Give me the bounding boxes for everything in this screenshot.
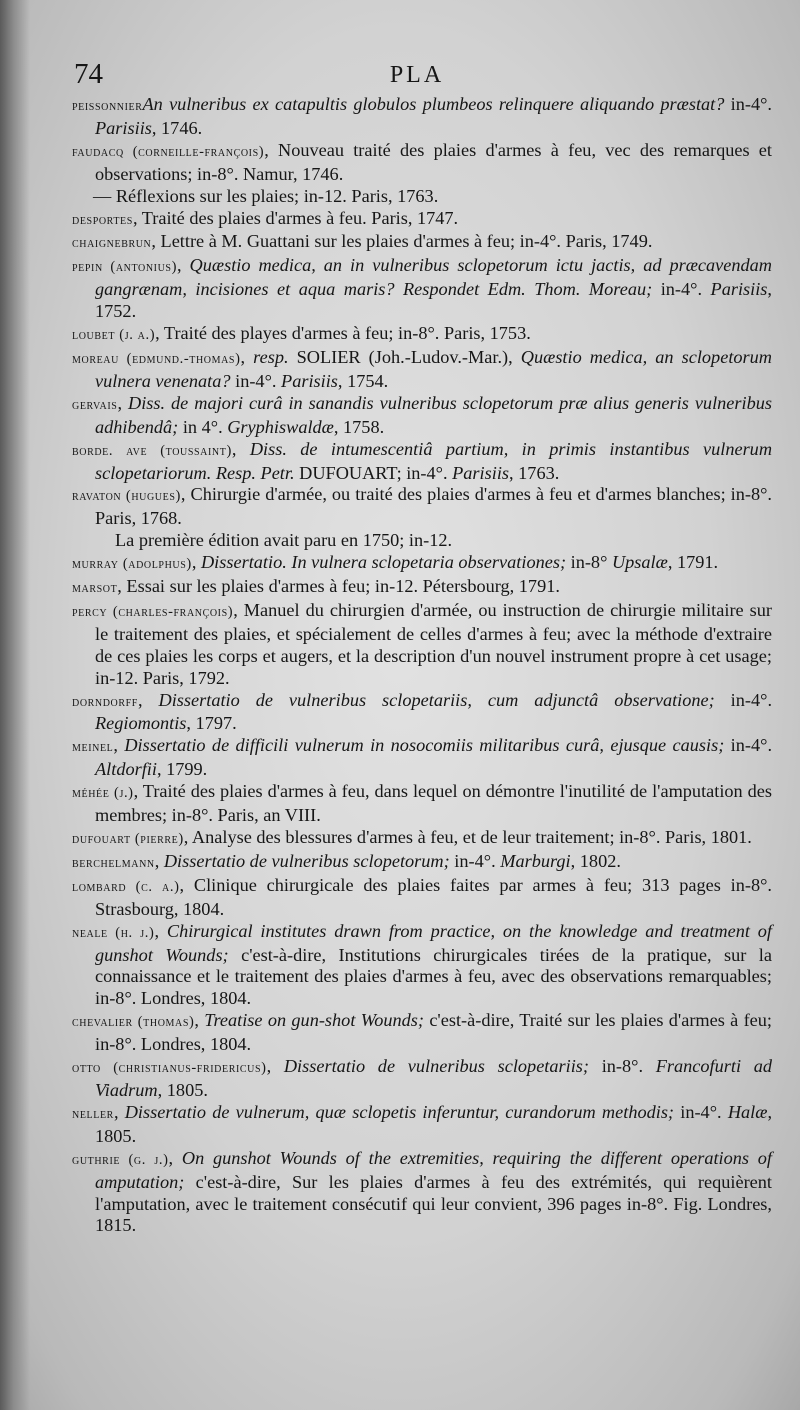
author-name: méhée	[72, 785, 110, 802]
entry-text: , Clinique chirurgicale des plaies faites par armes à feu; 313 pages in-8°. Strasbourg, 1804.	[95, 874, 772, 919]
entry-text: , 1802.	[570, 850, 621, 871]
running-head: PLA	[389, 62, 445, 88]
entry-place-italic: Regiomontis	[95, 713, 187, 734]
bibliography-entry	[72, 140, 772, 186]
entry-text: ,	[117, 392, 128, 413]
author-name: meinel	[72, 739, 114, 756]
author-forenames: (antonius)	[102, 259, 177, 276]
bibliography-entry	[72, 1148, 772, 1238]
entry-title-italic: An vulneribus ex catapultis globulos plumbeos relinquere aliquando præstat?	[142, 94, 725, 114]
book-gutter-shadow	[0, 0, 30, 1410]
entry-text: ,	[194, 1010, 205, 1031]
bibliography-entry	[72, 484, 772, 530]
entry-text: SOLIER (Joh.-Ludov.-Mar.),	[288, 346, 521, 367]
entry-place-italic: Gryphiswaldæ	[227, 416, 334, 437]
entry-place-italic: Altdorfii	[95, 759, 157, 780]
bibliography-entry	[72, 439, 772, 485]
author-forenames: (corneille-françois)	[123, 143, 265, 160]
bibliography-entry	[72, 875, 772, 921]
entry-text: , Chirurgie d'armée, ou traité des plaies d'armes à feu et d'armes blanches; in-8°. Paris, 1768.	[95, 484, 772, 529]
author-name: lombard	[72, 878, 127, 895]
author-name: percy	[72, 603, 108, 620]
author-forenames: (h. j.)	[107, 924, 155, 941]
bibliography-entry	[72, 186, 772, 208]
entry-text: c'est-à-dire, Traité sur les plaies d'armes à feu; in-8°. Londres, 1804.	[95, 1010, 772, 1055]
entry-text: , Nouveau traité des plaies d'armes à feu, vec des remarques et observations; in-8°. Namur, 1746.	[95, 139, 772, 184]
entry-text: , 1791.	[667, 552, 719, 573]
author-name: ravaton	[72, 488, 122, 505]
entry-text: , Essai sur les plaies d'armes à feu; in-12. Pétersbourg, 1791.	[117, 576, 560, 597]
entry-text: ,	[154, 850, 164, 871]
entry-title-italic: resp.	[253, 346, 289, 367]
entry-text: , Traité des plaies d'armes à feu. Paris, 1747.	[132, 207, 459, 228]
author-name: faudacq	[72, 143, 124, 160]
entry-title-italic: On gunshot Wounds of the extremities, requiring the different operations of amputation;	[95, 1147, 772, 1192]
author-forenames: (pierre)	[130, 831, 184, 847]
entry-place-italic: Francofurti ad Viadrum	[95, 1056, 772, 1100]
author-forenames: (hugues)	[121, 488, 181, 505]
entry-title-italic: Quæstio medica, an in vulneribus sclopetorum ictu jactis, ad præcavendam gangrænam, incisiones et aqua maris? Respondet Edm. Thom. Moreau;	[95, 255, 773, 300]
entry-place-italic: Upsalæ	[611, 552, 668, 573]
entry-text: , 1799.	[156, 759, 208, 780]
author-name: desportes	[72, 211, 133, 228]
entry-text: ,	[191, 552, 201, 573]
author-name: pepin	[72, 259, 103, 276]
entry-place-italic: Quæstio medica, an sclopetorum vulnera venenata?	[95, 346, 772, 391]
entry-place-italic: Parisiis	[710, 279, 768, 300]
entry-text: , Lettre à M. Guattani sur les plaies d'armes à feu; in-4°. Paris, 1749.	[151, 231, 653, 252]
entry-text: in-4°.	[652, 279, 711, 300]
entry-text: in-4°.	[674, 1101, 728, 1122]
entry-text: , 1746.	[151, 117, 203, 138]
entry-text: in-8°	[566, 552, 612, 573]
author-forenames: (christianus-fridericus)	[100, 1060, 267, 1077]
bibliography-entry	[72, 781, 772, 827]
author-name: chaignebrun	[72, 235, 152, 252]
author-forenames: (charles-françois)	[107, 603, 234, 620]
entry-text: ,	[240, 346, 254, 367]
entry-title-italic: Dissertatio de vulneribus sclopetariis, cum adjunctâ observatione;	[158, 689, 715, 710]
entry-place-italic: Parisiis	[452, 462, 510, 483]
entry-text: in-4°.	[724, 94, 772, 114]
bibliography-entry	[72, 393, 772, 439]
author-forenames: (c. a.)	[126, 878, 180, 895]
author-forenames: (adolphus)	[118, 556, 192, 573]
author-forenames: (g. j.)	[120, 1151, 169, 1168]
entry-text: in-8°.	[589, 1056, 656, 1077]
entry-text: , Manuel du chirurgien d'armée, ou instruction de chirurgie militaire sur le traitement des plaies, et spécialement de celles d'armes à feu; avec la méthode d'extraire de ces plaies les corps et augers, et la description d'un nouvel instrument propre à cet usage; in-12. Paris, 1792.	[95, 599, 772, 688]
entry-text: , 1805.	[95, 1101, 773, 1146]
entry-text: , Traité des playes d'armes à feu; in-8°. Paris, 1753.	[155, 323, 531, 344]
bibliography-entry	[72, 347, 772, 393]
author-name: guthrie	[72, 1151, 121, 1168]
bibliography-entry	[72, 690, 772, 736]
entry-text: in-4°.	[449, 850, 501, 871]
entry-text: c'est-à-dire, Sur les plaies d'armes à feu des extrémités, qui requièrent l'amputation, avec le traitement consécutif qui leur convient, 396 pages in-8°. Fig. Londres, 1815.	[95, 1171, 772, 1236]
author-forenames: (j. a.)	[115, 327, 156, 344]
entry-text: , Traité des plaies d'armes à feu, dans lequel on démontre l'inutilité de l'amputation des membres; in-8°. Paris, an VIII.	[95, 781, 772, 826]
bibliography-entry	[72, 576, 772, 600]
author-name: peissonnier	[72, 98, 143, 114]
entry-text: c'est-à-dire, Institutions chirurgicales tirées de la pratique, sur la connaissance et le traitement des plaies d'armes à feu, avec des observations remarquables; in-8°. Londres, 1804.	[95, 944, 772, 1009]
page-header	[74, 58, 760, 92]
entry-text: , Analyse des blessures d'armes à feu, et de leur traitement; in-8°. Paris, 1801.	[183, 827, 752, 847]
author-name: neller	[72, 1105, 114, 1122]
entry-text: , 1758.	[333, 416, 385, 437]
entry-title-italic: Chirurgical institutes drawn from practice, on the knowledge and treatment of gunshot Wounds;	[95, 920, 772, 965]
bibliography-entry	[72, 255, 772, 323]
author-name: marsot	[72, 580, 118, 597]
entry-text: ,	[154, 920, 167, 941]
bibliography-entry	[72, 94, 772, 140]
entry-text: ,	[231, 438, 250, 459]
author-name: dufouart	[72, 831, 131, 847]
author-name: dorndorff	[72, 693, 138, 710]
entry-text: ,	[168, 1147, 182, 1168]
bibliography-entry	[72, 600, 772, 690]
entry-note-text: La première édition avait paru en 1750; in-12.	[115, 530, 453, 551]
entry-text: , 1752.	[95, 279, 772, 322]
entry-title-italic: Dissertatio. In vulnera sclopetaria observationes;	[200, 552, 567, 573]
author-name: murray	[72, 556, 119, 573]
author-forenames: (edmund.-thomas)	[118, 350, 241, 367]
entry-text: in-4°.	[724, 735, 773, 756]
entry-text: , 1754.	[337, 370, 389, 391]
entry-place-italic: Parisiis	[281, 370, 338, 391]
author-name: otto	[72, 1060, 101, 1077]
author-name: loubet	[72, 327, 116, 344]
entry-text: ,	[113, 1101, 125, 1122]
entry-text: ,	[177, 255, 190, 276]
bibliography-entry	[72, 1056, 772, 1102]
bibliography-entry	[72, 231, 772, 255]
entry-text: in-4°.	[714, 689, 773, 710]
bibliography-entry	[72, 552, 772, 576]
author-name: borde. ave	[72, 442, 148, 459]
page-number: 74	[74, 58, 103, 90]
entry-text: DUFOUART; in-4°.	[294, 462, 453, 483]
bibliography-entry	[72, 1010, 772, 1056]
author-forenames: (j.)	[109, 785, 134, 802]
bibliography-entry	[72, 208, 772, 232]
entry-text: ,	[137, 689, 159, 710]
entry-title-italic: Dissertatio de vulneribus sclopetorum;	[163, 850, 450, 871]
author-name: moreau	[72, 350, 119, 367]
bibliography-note	[72, 530, 772, 552]
bibliography-entry	[72, 1102, 772, 1148]
entry-title-italic: Dissertatio de difficili vulnerum in nosocomiis militaribus curâ, ejusque causis;	[124, 735, 725, 756]
entry-place-italic: Halæ	[727, 1101, 768, 1122]
author-forenames: (thomas)	[132, 1014, 195, 1031]
entry-text: in 4°.	[178, 416, 228, 437]
bibliography-entry	[72, 827, 772, 851]
bibliography-entry	[72, 921, 772, 1011]
entry-title-italic: Diss. de intumescentiâ partium, in primis instantibus vulnerum sclopetariorum. Resp. Petr.	[95, 438, 773, 483]
entry-text: in-4°.	[230, 370, 282, 391]
bibliography-list	[72, 94, 772, 1237]
author-forenames: (toussaint)	[147, 442, 232, 459]
entry-title-italic: Dissertatio de vulnerum, quæ sclopetis inferuntur, curandorum methodis;	[124, 1101, 675, 1122]
entry-place-italic: Parisiis	[95, 117, 152, 138]
entry-text: ,	[266, 1056, 284, 1077]
bibliography-entry	[72, 323, 772, 347]
entry-text: ,	[113, 735, 125, 756]
entry-text: , 1763.	[509, 462, 560, 483]
author-name: neale	[72, 924, 108, 941]
entry-place-italic: Marburgi	[500, 850, 571, 871]
entry-text: , 1797.	[186, 713, 237, 734]
dash-mark: —	[93, 185, 112, 206]
bibliography-entry	[72, 735, 772, 781]
entry-title-italic: Diss. de majori curâ in sanandis vulneribus sclopetorum præ alius generis vulneribus adhibendâ;	[95, 392, 772, 437]
author-name: gervais	[72, 396, 118, 413]
entry-title-italic: Treatise on gun-shot Wounds;	[204, 1010, 425, 1031]
bibliography-entry	[72, 851, 772, 875]
author-name: berchelmann	[72, 854, 155, 871]
author-name: chevalier	[72, 1014, 133, 1031]
entry-text: , 1805.	[157, 1079, 208, 1100]
entry-text: Réflexions sur les plaies; in-12. Paris, 1763.	[111, 185, 439, 206]
entry-title-italic: Dissertatio de vulneribus sclopetariis;	[283, 1056, 590, 1077]
